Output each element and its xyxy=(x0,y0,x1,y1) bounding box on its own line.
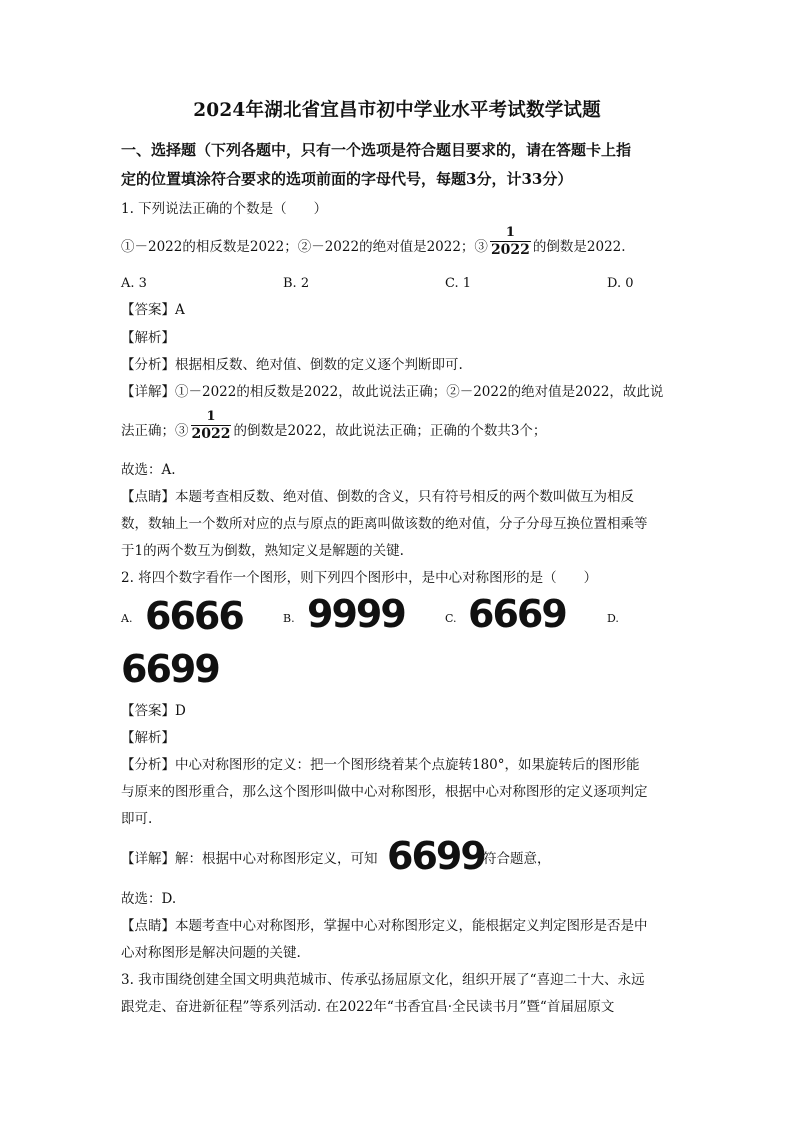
q1-fraction xyxy=(490,224,531,259)
q2-option-c-figure: 6669 xyxy=(468,592,566,636)
q2-analysis-line3: 即可. xyxy=(121,811,153,827)
q2-option-d-figure: 6699 xyxy=(121,647,219,691)
q2-option-c-label: C. xyxy=(445,612,457,625)
q1-detail-text-a: 法正确；③ xyxy=(121,423,189,439)
q2-analysis-line1: 【分析】中心对称图形的定义：把一个图形绕着某个点旋转180°，如果旋转后的图形能 xyxy=(121,757,640,773)
q2-option-d-label: D. xyxy=(607,612,619,625)
q2-option-a-label: A. xyxy=(121,612,133,625)
q1-detail-fraction xyxy=(191,408,232,443)
q1-comment-line3: 于1的两个数互为倒数，熟知定义是解题的关键. xyxy=(121,543,404,559)
q1-option-d: D. 0 xyxy=(607,276,634,291)
q2-option-a-figure: 6666 xyxy=(145,594,243,638)
q1-option-a: A. 3 xyxy=(121,276,147,291)
q2-option-b-label: B. xyxy=(283,612,295,625)
section-instruction-line1: 一、选择题（下列各题中，只有一个选项是符合题目要求的，请在答题卡上指 xyxy=(121,141,632,159)
q1-option-c: C. 1 xyxy=(445,276,472,291)
q2-option-b-figure: 9999 xyxy=(307,592,405,636)
q2-analysis-line2: 与原来的图形重合，那么这个图形叫做中心对称图形，根据中心对称图形的定义逐项判定 xyxy=(121,784,648,800)
q2-comment-line2: 心对称图形是解决问题的关键. xyxy=(121,945,301,961)
q3-line1: 3. 我市围绕创建全国文明典范城市、传承弘扬屈原文化，组织开展了“喜迎二十大、永远 xyxy=(121,972,645,988)
q1-detail-fraction-denominator: 2022 xyxy=(191,426,231,442)
q1-analysis: 【分析】根据相反数、绝对值、倒数的定义逐个判断即可. xyxy=(121,357,463,373)
q2-detail-text-a: 【详解】解：根据中心对称图形定义，可知 xyxy=(121,851,378,867)
q2-analysis-heading: 【解析】 xyxy=(121,730,175,746)
q2-comment-line1: 【点睛】本题考查中心对称图形，掌握中心对称图形定义，能根据定义判定图形是否是中 xyxy=(121,918,648,934)
q1-detail-line1: 【详解】①－2022的相反数是2022，故此说法正确；②－2022的绝对值是2022，故此说 xyxy=(121,384,664,400)
q1-detail-text-b: 的倒数是2022，故此说法正确；正确的个数共3个； xyxy=(233,423,547,439)
q1-fraction-numerator: 1 xyxy=(505,225,515,240)
q1-answer: 【答案】A xyxy=(121,302,185,318)
q2-choose: 故选：D. xyxy=(121,891,177,907)
q1-option-b: B. 2 xyxy=(283,276,310,291)
page-title: 2024年湖北省宜昌市初中学业水平考试数学试题 xyxy=(193,100,601,121)
q1-comment-line2: 数，数轴上一个数所对应的点与原点的距离叫做该数的绝对值，分子分母互换位置相乘等 xyxy=(121,516,648,532)
q1-fraction-denominator: 2022 xyxy=(490,242,530,258)
q2-stem: 2. 将四个数字看作一个图形，则下列四个图形中，是中心对称图形的是（ ） xyxy=(121,570,598,586)
q2-detail-text-b: 符合题意， xyxy=(483,851,551,867)
q2-answer: 【答案】D xyxy=(121,703,186,719)
q1-claims-text-a: ①－2022的相反数是2022；②－2022的绝对值是2022；③ xyxy=(121,239,488,255)
q1-stem: 1. 下列说法正确的个数是（ ） xyxy=(121,201,328,217)
section-instruction-line2: 定的位置填涂符合要求的选项前面的字母代号，每题3分，计33分） xyxy=(121,170,573,188)
q1-detail-fraction-numerator: 1 xyxy=(206,409,216,424)
q3-line2: 跟党走、奋进新征程”等系列活动. 在2022年“书香宜昌·全民读书月”暨“首届屈原文 xyxy=(121,999,615,1015)
q1-claims xyxy=(121,225,684,259)
q1-analysis-heading: 【解析】 xyxy=(121,330,175,346)
q1-choose: 故选：A. xyxy=(121,462,176,478)
q1-detail-line2 xyxy=(121,409,684,443)
q2-detail-figure: 6699 xyxy=(387,834,485,878)
q1-claims-text-b: 的倒数是2022. xyxy=(532,239,626,255)
q1-comment-line1: 【点睛】本题考查相反数、绝对值、倒数的含义，只有符号相反的两个数叫做互为相反 xyxy=(121,489,634,505)
